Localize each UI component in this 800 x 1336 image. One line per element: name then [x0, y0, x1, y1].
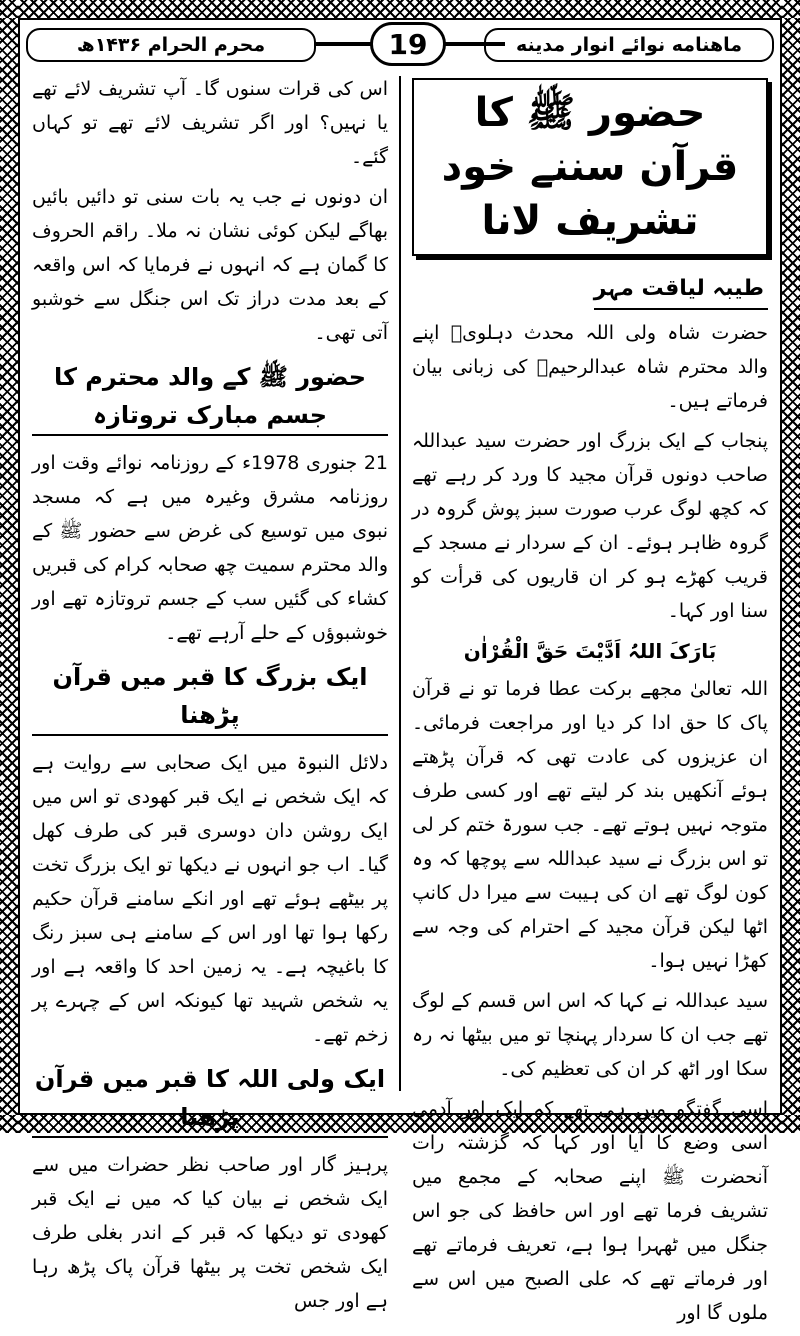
paragraph: اللہ تعالیٰ مجھے برکت عطا فرما تو نے قرآن پاک کا حق ادا کر دیا اور مراجعت فرمائی۔ ان عزیزوں کی عادت تھی کہ قرآن پڑھتے ہوئے آنکھیں بند کر لیتے تھے اور کسی طرف متوجہ نہیں ہوتے تھے۔ جب سورۃ ختم کر لی تو اس بزرگ نے سید عبداللہ سے پوچھا کہ وہ کون لوگ تھے ان کی ہیبت سے میرا دل کانپ اٹھا لیکن قرآن مجید کے احترام کی وجہ سے کھڑا نہیں ہوا۔	[412, 678, 768, 972]
page-header	[22, 22, 778, 64]
section-heading: ایک بزرگ کا قبر میں قرآن پڑھنا	[32, 658, 388, 736]
section-heading: ایک ولی اللہ کا قبر میں قرآن پڑھنا	[32, 1060, 388, 1138]
issue-date: محرم الحرام ۱۴۳۶ھ	[26, 28, 316, 62]
right-column	[412, 72, 768, 1336]
paragraph: ان دونوں نے جب یہ بات سنی تو دائیں بائیں بھاگے لیکن کوئی نشان نہ ملا۔ راقم الحروف کا گمان ہے کہ انہوں نے فرمایا کہ اس واقعہ کے بعد مدت دراز تک اس جنگل سے خوشبو آتی تھی۔	[32, 186, 388, 344]
paragraph: اسی گفتگو میں ہی تھے کہ ایک اور آدمی اسی وضع کا آیا اور کہا کہ گزشتہ رات آنحضرت ﷺ اپنے صحابہ کے مجمع میں تشریف فرما تھے اور اس حافظ کی جو اس جنگل میں ٹھہرا ہوا ہے، تعریف فرماتے تھے اور فرماتے تھے کہ علی الصبح میں اس سے ملوں گا اور	[412, 1098, 768, 1324]
section-heading: حضور ﷺ کے والد محترم کا جسم مبارک تروتازہ	[32, 358, 388, 436]
paragraph: اس کی قرات سنوں گا۔ آپ تشریف لائے تھے یا نہیں؟ اور اگر تشریف لائے تھے تو کہاں گئے۔	[32, 78, 388, 168]
paragraph: پرہیز گار اور صاحب نظر حضرات میں سے ایک شخص نے بیان کیا کہ میں نے ایک قبر کھودی تو دیکھا کہ قبر کے اندر بغلی طرف ایک شخص تخت پر بیٹھا قرآن پاک پڑھ رہا ہے اور جس	[32, 1154, 388, 1312]
arabic-quote: بَارَکَ اللہُ اَدَّیْتَ حَقَّ الْقُرْاٰن	[463, 639, 717, 663]
paragraph: دلائل النبوۃ میں ایک صحابی سے روایت ہے کہ ایک شخص نے ایک قبر کھودی تو اس میں ایک روشن دان دوسری قبر کی طرف کھل گیا۔ اب جو انہوں نے دیکھا تو ایک بزرگ تخت پر بیٹھے ہوئے تھے اور انکے سامنے قرآن حکیم رکھا ہوا تھا اور اس کے سامنے ہی سبز رنگ کا باغیچہ ہے۔ یہ زمین احد کا واقعہ ہے اور یہ شخص شہید تھا کیونکہ اس کے چہرے پر زخم تھے۔	[32, 752, 388, 1046]
magazine-title: ماهنامه نوائے انوار مدینه	[484, 28, 774, 62]
paragraph: سید عبداللہ نے کہا کہ اس اس قسم کے لوگ تھے جب ان کا سردار پہنچا تو میں بیٹھا نہ رہ سکا اور اٹھ کر ان کی تعظیم کی۔	[412, 990, 768, 1080]
column-divider	[399, 76, 401, 1091]
page-number: 19	[370, 22, 446, 66]
author-name: طیبہ لیاقت مہر	[594, 272, 768, 310]
paragraph: پنجاب کے ایک بزرگ اور حضرت سید عبداللہ صاحب دونوں قرآن مجید کا ورد کر رہے تھے کہ کچھ لوگ عرب صورت سبز پوش گروہ در گروہ ظاہر ہوئے۔ ان کے سردار نے مسجد کے قریب کھڑے ہو کر ان قاریوں کی قرأت کو سنا اور کہا۔	[412, 430, 768, 622]
article-title: حضور ﷺ کا قرآن سننے خود تشریف لانا	[412, 78, 768, 256]
paragraph: 21 جنوری 1978ء کے روزنامہ نوائے وقت اور روزنامہ مشرق وغیرہ میں ہے کہ مسجد نبوی میں توسیع کی غرض سے حضور ﷺ کے والد محترم سمیت چھ صحابہ کرام کی قبریں کشاء کی گئیں سب کے جسم تروتازہ تھے اور خوشبوؤں کے حلے آرہے تھے۔	[32, 452, 389, 644]
left-column	[32, 72, 388, 1324]
paragraph: حضرت شاہ ولی اللہ محدث دہلویؒ اپنے والد محترم شاہ عبدالرحیمؒ کی زبانی بیان فرماتے ہیں۔	[412, 322, 768, 412]
